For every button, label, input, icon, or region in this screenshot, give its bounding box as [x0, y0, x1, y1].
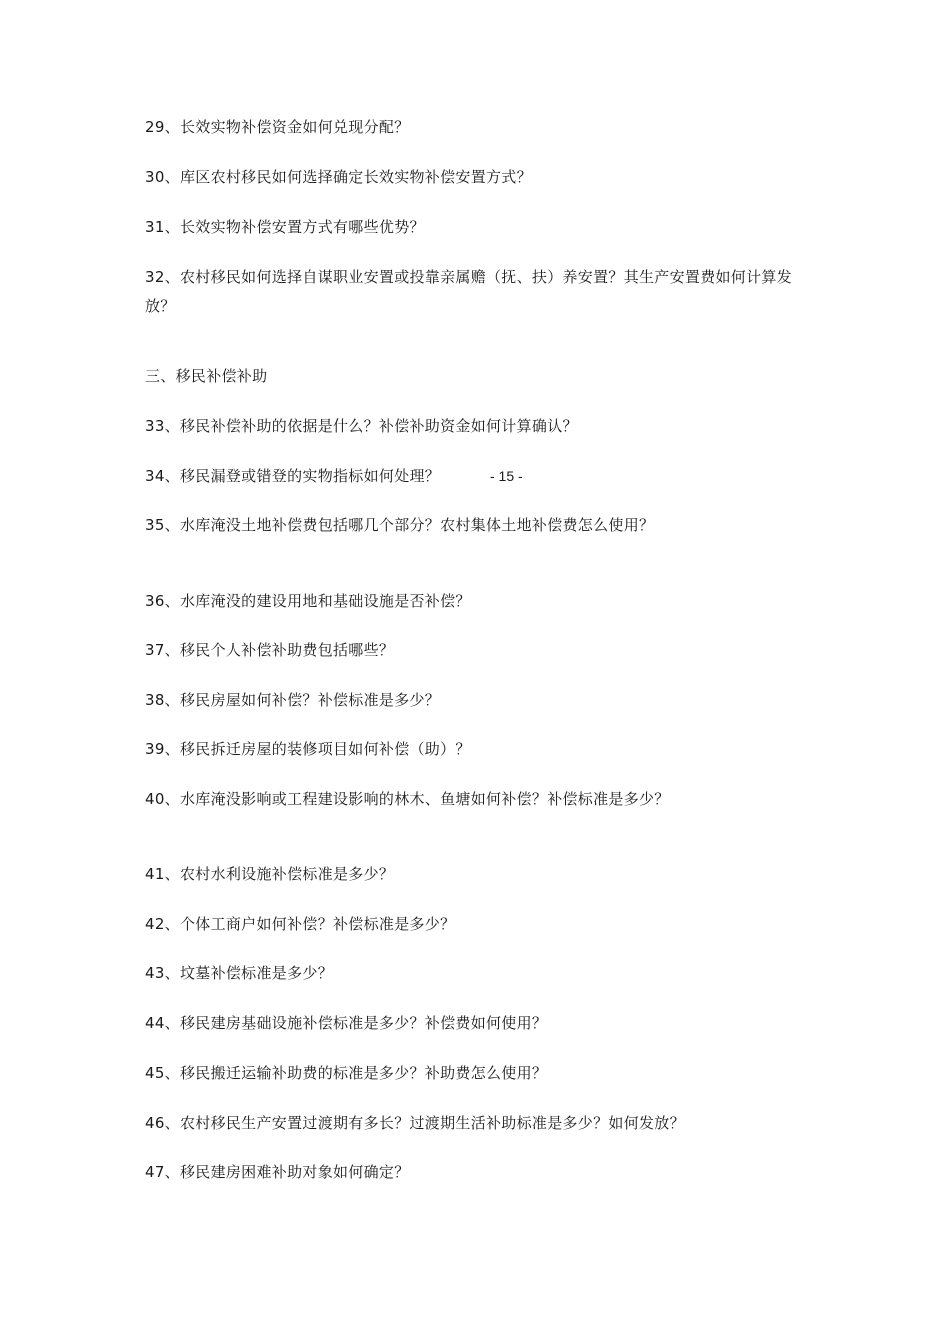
question-33: 33、移民补偿补助的依据是什么？补偿补助资金如何计算确认？ — [145, 417, 578, 435]
section-heading: 三、移民补偿补助 — [145, 367, 268, 385]
question-41: 41、农村水利设施补偿标准是多少？ — [145, 865, 395, 883]
question-47: 47、移民建房困难补助对象如何确定？ — [145, 1163, 410, 1181]
question-29: 29、长效实物补偿资金如何兑现分配？ — [145, 118, 410, 136]
question-32: 32、农村移民如何选择自谋职业安置或投靠亲属赡（抚、扶）养安置？其生产安置费如何计算发放？ — [145, 268, 792, 315]
question-36: 36、水库淹没的建设用地和基础设施是否补偿？ — [145, 592, 471, 610]
question-37: 37、移民个人补偿补助费包括哪些？ — [145, 641, 395, 659]
question-44: 44、移民建房基础设施补偿标准是多少？补偿费如何使用？ — [145, 1014, 548, 1032]
question-40: 40、水库淹没影响或工程建设影响的林木、鱼塘如何补偿？补偿标准是多少？ — [145, 790, 670, 808]
question-42: 42、个体工商户如何补偿？补偿标准是多少？ — [145, 915, 456, 933]
question-43: 43、坟墓补偿标准是多少？ — [145, 964, 333, 982]
question-39: 39、移民拆迁房屋的装修项目如何补偿（助）？ — [145, 740, 471, 758]
question-34: 34、移民漏登或错登的实物指标如何处理？ — [145, 467, 441, 485]
question-31: 31、长效实物补偿安置方式有哪些优势？ — [145, 218, 425, 236]
question-30: 30、库区农村移民如何选择确定长效实物补偿安置方式？ — [145, 168, 532, 186]
question-46: 46、农村移民生产安置过渡期有多长？过渡期生活补助标准是多少？如何发放？ — [145, 1114, 685, 1132]
question-45: 45、移民搬迁运输补助费的标准是多少？补助费怎么使用？ — [145, 1064, 548, 1082]
page-number: - 15 - — [490, 468, 523, 484]
question-38: 38、移民房屋如何补偿？补偿标准是多少？ — [145, 691, 441, 709]
question-35: 35、水库淹没土地补偿费包括哪几个部分？农村集体土地补偿费怎么使用？ — [145, 516, 655, 534]
